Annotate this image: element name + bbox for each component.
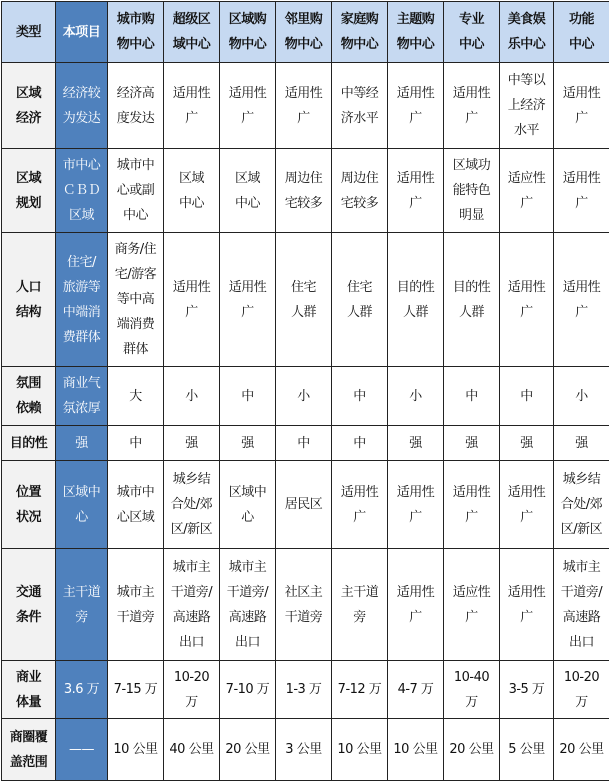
- table-row: [2, 63, 609, 149]
- cell-theme-mall: 适用性 广: [388, 549, 444, 661]
- header-cell-city-mall: 城市购 物中心: [108, 2, 164, 63]
- header-cell-this-project: 本项目: [56, 2, 108, 63]
- cell-food-entertainment: 3-5 万: [500, 661, 554, 719]
- cell-this-project: 商业气 氛浓厚: [56, 367, 108, 426]
- cell-neighborhood: 适用性 广: [276, 63, 332, 149]
- cell-specialty-center: 区域功 能特色 明显: [444, 149, 500, 233]
- table-row: [2, 549, 609, 661]
- cell-regional-mall: 强: [220, 426, 276, 461]
- table-row: [2, 461, 609, 549]
- cell-family-mall: 中: [332, 367, 388, 426]
- cell-type: 区域 经济: [2, 63, 56, 149]
- header-cell-family-mall: 家庭购 物中心: [332, 2, 388, 63]
- cell-regional-mall: 适用性 广: [220, 63, 276, 149]
- table-row: [2, 367, 609, 426]
- cell-type: 位置 状况: [2, 461, 56, 549]
- cell-functional-center: 城市主 干道旁/ 高速路 出口: [554, 549, 609, 661]
- cell-type: 目的性: [2, 426, 56, 461]
- cell-theme-mall: 10 公里: [388, 719, 444, 781]
- cell-family-mall: 周边住 宅较多: [332, 149, 388, 233]
- cell-type: 氛围 依赖: [2, 367, 56, 426]
- header-cell-theme-mall: 主题购 物中心: [388, 2, 444, 63]
- header-cell-regional-mall: 区域购 物中心: [220, 2, 276, 63]
- cell-regional-mall: 适用性 广: [220, 233, 276, 367]
- cell-specialty-center: 适用性 广: [444, 461, 500, 549]
- cell-super-regional: 40 公里: [164, 719, 220, 781]
- cell-city-mall: 10 公里: [108, 719, 164, 781]
- header-cell-specialty-center: 专业 中心: [444, 2, 500, 63]
- cell-functional-center: 10-20 万: [554, 661, 609, 719]
- cell-functional-center: 城乡结 合处/郊 区/新区: [554, 461, 609, 549]
- cell-theme-mall: 适用性 广: [388, 149, 444, 233]
- cell-family-mall: 适用性 广: [332, 461, 388, 549]
- cell-functional-center: 小: [554, 367, 609, 426]
- cell-type: 人口 结构: [2, 233, 56, 367]
- header-row: [2, 2, 609, 63]
- cell-food-entertainment: 适应性 广: [500, 149, 554, 233]
- cell-food-entertainment: 适用性 广: [500, 461, 554, 549]
- cell-type: 交通 条件: [2, 549, 56, 661]
- shopping-center-comparison-table: [1, 1, 609, 781]
- header-cell-food-entertainment: 美食娱 乐中心: [500, 2, 554, 63]
- cell-functional-center: 适用性 广: [554, 233, 609, 367]
- cell-super-regional: 城乡结 合处/郊 区/新区: [164, 461, 220, 549]
- cell-type: 区域 规划: [2, 149, 56, 233]
- cell-theme-mall: 强: [388, 426, 444, 461]
- cell-city-mall: 城市中 心区域: [108, 461, 164, 549]
- cell-regional-mall: 区域 中心: [220, 149, 276, 233]
- cell-neighborhood: 中: [276, 426, 332, 461]
- cell-this-project: 主干道 旁: [56, 549, 108, 661]
- cell-type: 商业 体量: [2, 661, 56, 719]
- cell-city-mall: 商务/住 宅/游客 等中高 端消费 群体: [108, 233, 164, 367]
- cell-neighborhood: 社区主 干道旁: [276, 549, 332, 661]
- cell-food-entertainment: 适用性 广: [500, 549, 554, 661]
- cell-family-mall: 中: [332, 426, 388, 461]
- cell-super-regional: 城市主 干道旁/ 高速路 出口: [164, 549, 220, 661]
- cell-functional-center: 适用性 广: [554, 63, 609, 149]
- cell-specialty-center: 中: [444, 367, 500, 426]
- cell-this-project: 强: [56, 426, 108, 461]
- cell-theme-mall: 小: [388, 367, 444, 426]
- cell-super-regional: 适用性 广: [164, 233, 220, 367]
- cell-neighborhood: 周边住 宅较多: [276, 149, 332, 233]
- cell-regional-mall: 城市主 干道旁/ 高速路 出口: [220, 549, 276, 661]
- cell-type: 商圈覆 盖范围: [2, 719, 56, 781]
- cell-theme-mall: 4-7 万: [388, 661, 444, 719]
- cell-theme-mall: 目的性 人群: [388, 233, 444, 367]
- cell-functional-center: 适用性 广: [554, 149, 609, 233]
- table-row: [2, 149, 609, 233]
- table-row: [2, 233, 609, 367]
- cell-city-mall: 中: [108, 426, 164, 461]
- cell-specialty-center: 20 公里: [444, 719, 500, 781]
- cell-food-entertainment: 中等以 上经济 水平: [500, 63, 554, 149]
- cell-super-regional: 小: [164, 367, 220, 426]
- header-cell-type: 类型: [2, 2, 56, 63]
- cell-food-entertainment: 中: [500, 367, 554, 426]
- table-row: [2, 719, 609, 781]
- cell-regional-mall: 区域中 心: [220, 461, 276, 549]
- cell-specialty-center: 强: [444, 426, 500, 461]
- table-row: [2, 426, 609, 461]
- cell-regional-mall: 20 公里: [220, 719, 276, 781]
- cell-family-mall: 10 公里: [332, 719, 388, 781]
- cell-food-entertainment: 适用性 广: [500, 233, 554, 367]
- cell-neighborhood: 1-3 万: [276, 661, 332, 719]
- cell-city-mall: 7-15 万: [108, 661, 164, 719]
- cell-family-mall: 住宅 人群: [332, 233, 388, 367]
- cell-specialty-center: 适应性 广: [444, 549, 500, 661]
- cell-theme-mall: 适用性 广: [388, 63, 444, 149]
- table-row: [2, 661, 609, 719]
- cell-city-mall: 城市主 干道旁: [108, 549, 164, 661]
- cell-super-regional: 适用性 广: [164, 63, 220, 149]
- cell-city-mall: 城市中 心或副 中心: [108, 149, 164, 233]
- cell-specialty-center: 适用性 广: [444, 63, 500, 149]
- cell-this-project: 住宅/ 旅游等 中端消 费群体: [56, 233, 108, 367]
- cell-this-project: ——: [56, 719, 108, 781]
- cell-neighborhood: 住宅 人群: [276, 233, 332, 367]
- cell-family-mall: 主干道 旁: [332, 549, 388, 661]
- cell-neighborhood: 居民区: [276, 461, 332, 549]
- cell-family-mall: 7-12 万: [332, 661, 388, 719]
- cell-theme-mall: 适用性 广: [388, 461, 444, 549]
- cell-functional-center: 强: [554, 426, 609, 461]
- cell-this-project: 3.6 万: [56, 661, 108, 719]
- cell-specialty-center: 10-40 万: [444, 661, 500, 719]
- cell-functional-center: 20 公里: [554, 719, 609, 781]
- cell-neighborhood: 3 公里: [276, 719, 332, 781]
- header-cell-super-regional: 超级区 域中心: [164, 2, 220, 63]
- cell-this-project: 经济较 为发达: [56, 63, 108, 149]
- header-cell-functional-center: 功能 中心: [554, 2, 609, 63]
- cell-regional-mall: 中: [220, 367, 276, 426]
- cell-family-mall: 中等经 济水平: [332, 63, 388, 149]
- cell-city-mall: 大: [108, 367, 164, 426]
- cell-this-project: 区域中 心: [56, 461, 108, 549]
- cell-this-project: 市中心 ＣＢＤ 区域: [56, 149, 108, 233]
- cell-super-regional: 强: [164, 426, 220, 461]
- cell-specialty-center: 目的性 人群: [444, 233, 500, 367]
- cell-regional-mall: 7-10 万: [220, 661, 276, 719]
- cell-neighborhood: 小: [276, 367, 332, 426]
- cell-super-regional: 10-20 万: [164, 661, 220, 719]
- header-cell-neighborhood: 邻里购 物中心: [276, 2, 332, 63]
- cell-food-entertainment: 5 公里: [500, 719, 554, 781]
- cell-super-regional: 区域 中心: [164, 149, 220, 233]
- cell-food-entertainment: 强: [500, 426, 554, 461]
- cell-city-mall: 经济高 度发达: [108, 63, 164, 149]
